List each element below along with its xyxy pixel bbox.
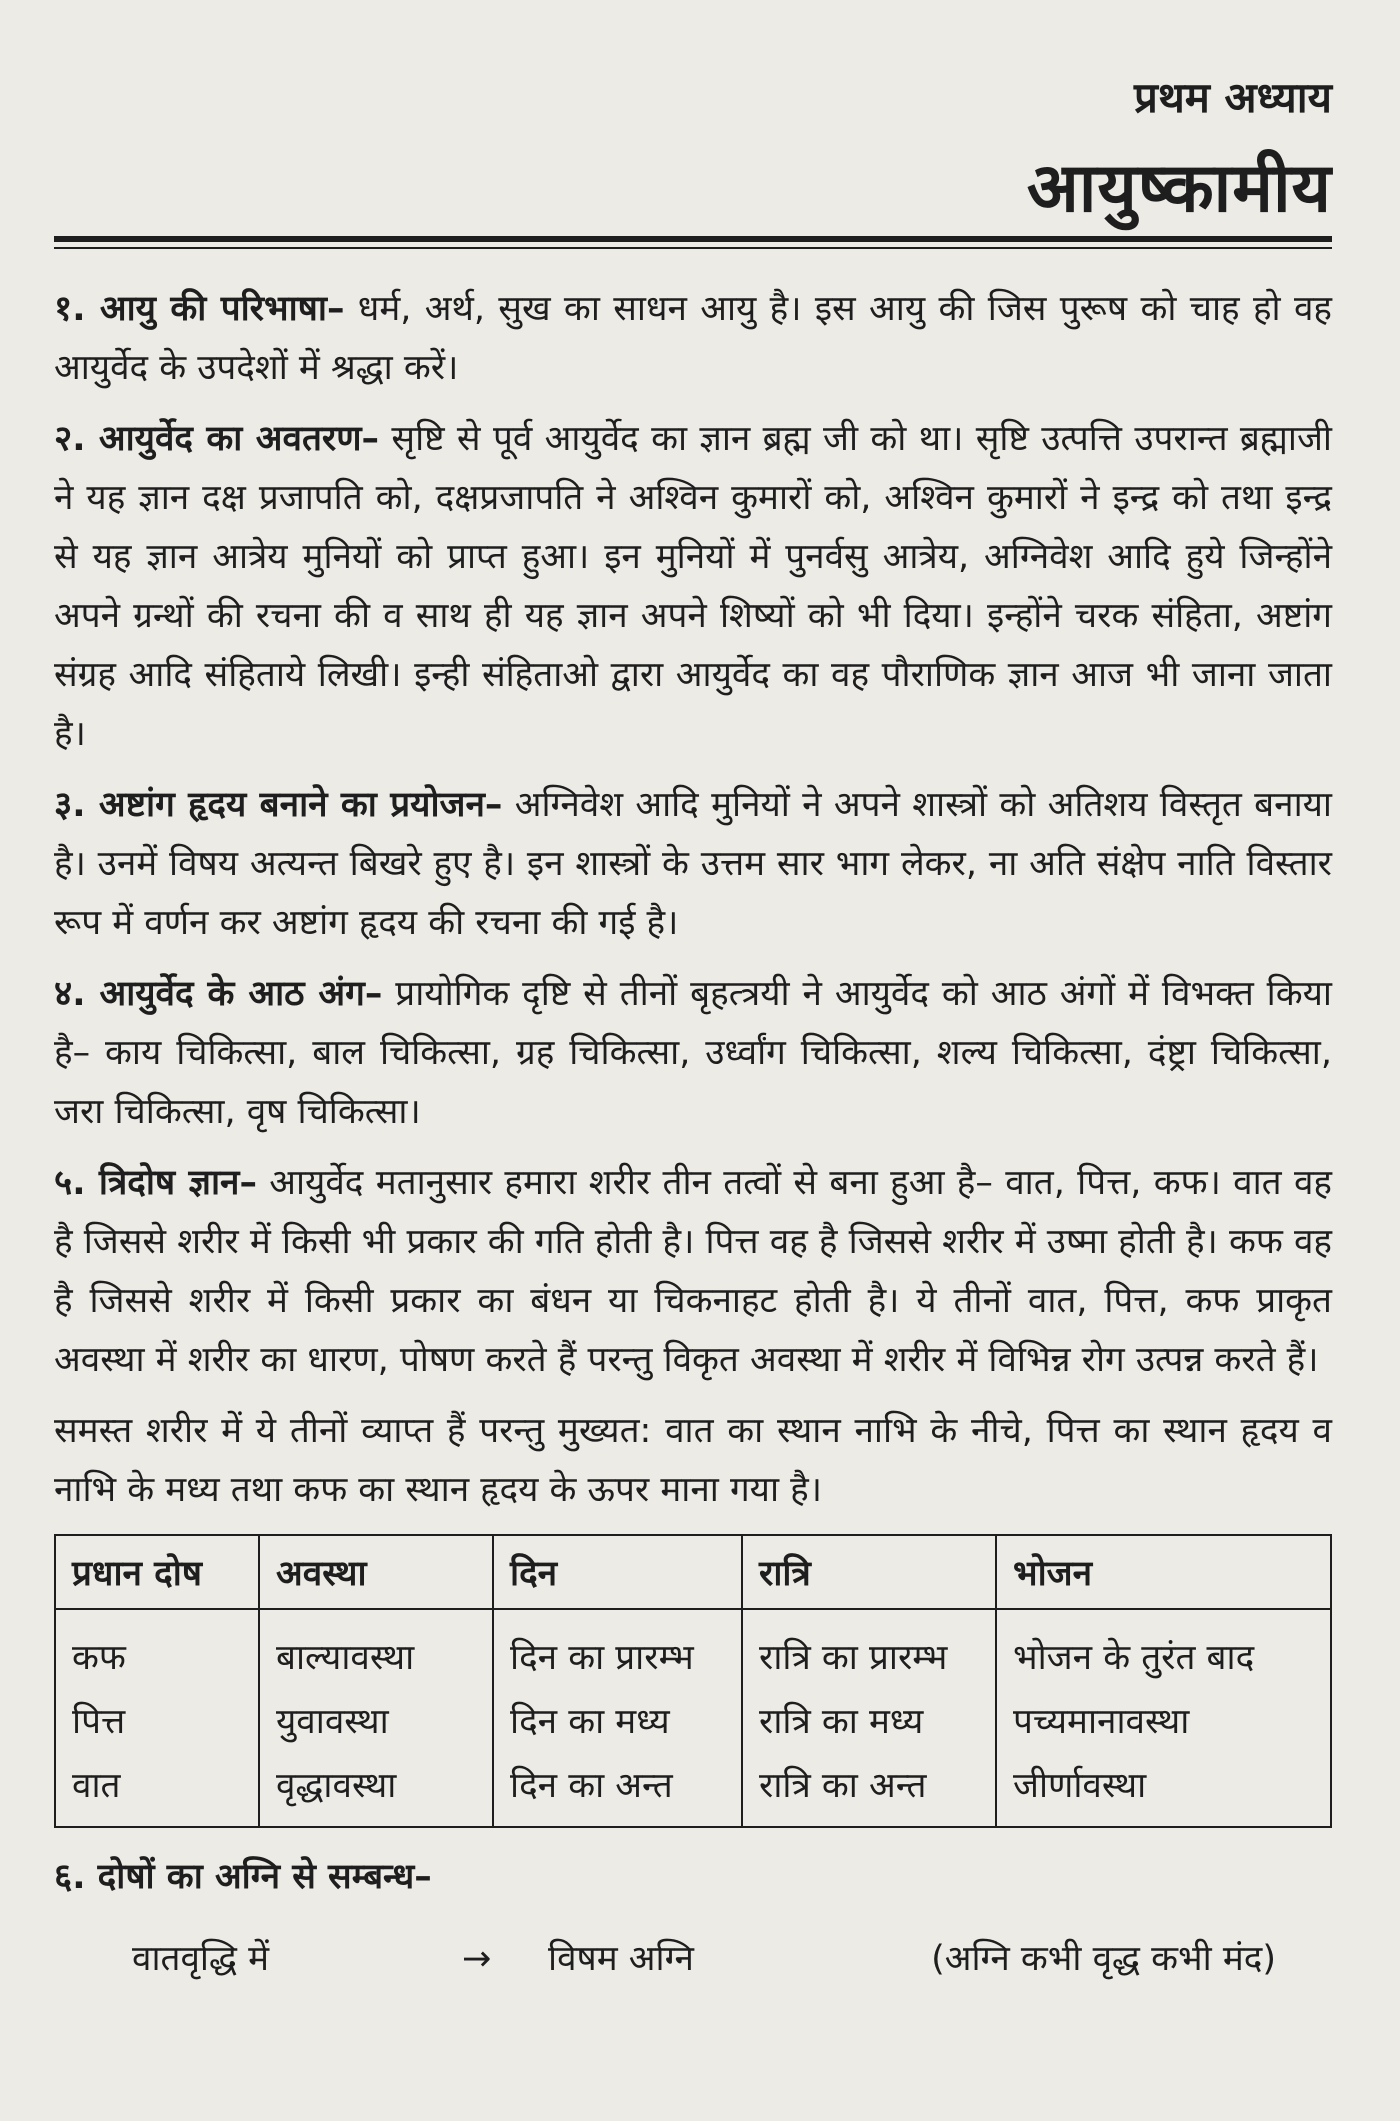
right-arrow-icon: → — [462, 1939, 492, 1979]
section-heading: ४. आयुर्वेद के आठ अंग– — [54, 974, 383, 1014]
dosha-agni-relation — [54, 1934, 1332, 1984]
table-header-cell: प्रधान दोष — [55, 1535, 259, 1609]
section-text: प्रायोगिक दृष्टि से तीनों बृहत्त्रयी ने आयुर्वेद को आठ अंगों में विभक्त किया है– काय चिकित्सा, बाल चिकित्सा, ग्रह चिकित्सा, उर्ध्वांग चिकित्सा, शल्य चिकित्सा, दंष्ट्रा चिकित्सा, जरा चिकित्सा, वृष चिकित्सा। — [54, 974, 1332, 1132]
table-cell: रात्रि का प्रारम्भ — [742, 1609, 996, 1688]
relation-note: (अग्नि कभी वृद्ध कभी मंद) — [931, 1939, 1276, 1979]
table-row — [55, 1609, 1331, 1688]
section-heading: ५. त्रिदोष ज्ञान– — [54, 1163, 257, 1203]
dosha-location-paragraph: समस्त शरीर में ये तीनों व्याप्त हैं परन्तु मुख्यत: वात का स्थान नाभि के नीचे, पित्त का स्थान हृदय व नाभि के मध्य तथा कफ का स्थान हृदय के ऊपर माना गया है। — [54, 1411, 1332, 1510]
section-text: धर्म, अर्थ, सुख का साधन आयु है। इस आयु की जिस पुरूष को चाह हो वह आयुर्वेद के उपदेशों में श्रद्धा करें। — [54, 289, 1332, 388]
table-header-cell: भोजन — [996, 1535, 1331, 1609]
table-header-cell: रात्रि — [742, 1535, 996, 1609]
table-cell: जीर्णावस्था — [996, 1752, 1331, 1827]
table-cell: भोजन के तुरंत बाद — [996, 1609, 1331, 1688]
book-page — [54, 0, 1332, 2121]
section-2 — [54, 410, 1332, 764]
table-cell: कफ — [55, 1609, 259, 1688]
table-cell: बाल्यावस्था — [259, 1609, 493, 1688]
section-3 — [54, 776, 1332, 953]
chapter-title: आयुष्कामीय — [1026, 149, 1332, 228]
table-row — [55, 1688, 1331, 1752]
table-row — [55, 1752, 1331, 1827]
table-cell: दिन का प्रारम्भ — [493, 1609, 742, 1688]
table-cell: पित्त — [55, 1688, 259, 1752]
section-heading: १. आयु की परिभाषा– — [54, 289, 345, 329]
section-text: सृष्टि से पूर्व आयुर्वेद का ज्ञान ब्रह्म जी को था। सृष्टि उत्पत्ति उपरान्त ब्रह्माजी ने यह ज्ञान दक्ष प्रजापति को, दक्षप्रजापति ने अश्विन कुमारों को, अश्विन कुमारों ने इन्द्र को तथा इन्द्र से यह ज्ञान आत्रेय मुनियों को प्राप्त हुआ। इन मुनियों में पुनर्वसु आत्रेय, अग्निवेश आदि हुये जिन्होंने अपने ग्रन्थों की रचना की व साथ ही यह ज्ञान अपने शिष्यों को भी दिया। इन्होंने चरक संहिता, अष्टांग संग्रह आदि संहिताये लिखी। इन्ही संहिताओ द्वारा आयुर्वेद का वह पौराणिक ज्ञान आज भी जाना जाता है। — [54, 419, 1332, 754]
section-heading: ३. अष्टांग हृदय बनाने का प्रयोजन– — [54, 785, 503, 825]
section-1 — [54, 280, 1332, 398]
table-cell: रात्रि का मध्य — [742, 1688, 996, 1752]
dosha-table — [54, 1534, 1332, 1828]
page-content — [54, 280, 1332, 1984]
title-rule-thin — [54, 247, 1332, 249]
table-header-cell: अवस्था — [259, 1535, 493, 1609]
table-header-cell: दिन — [493, 1535, 742, 1609]
section-text: आयुर्वेद मतानुसार हमारा शरीर तीन तत्वों से बना हुआ है– वात, पित्त, कफ। वात वह है जिससे शरीर में किसी भी प्रकार की गति होती है। पित्त वह है जिससे शरीर में उष्मा होती है। कफ वह है जिससे शरीर में किसी प्रकार का बंधन या चिकनाहट होती है। ये तीनों वात, पित्त, कफ प्राकृत अवस्था में शरीर का धारण, पोषण करते हैं परन्तु विकृत अवस्था में शरीर में विभिन्न रोग उत्पन्न करते हैं। — [54, 1163, 1332, 1380]
chapter-label: प्रथम अध्याय — [1134, 73, 1332, 122]
section-5 — [54, 1154, 1332, 1390]
table-cell: युवावस्था — [259, 1688, 493, 1752]
relation-condition: वातवृद्धि में — [132, 1939, 270, 1979]
section-heading: २. आयुर्वेद का अवतरण– — [54, 419, 380, 459]
table-cell: दिन का मध्य — [493, 1688, 742, 1752]
section-4 — [54, 965, 1332, 1142]
section-text: अग्निवेश आदि मुनियों ने अपने शास्त्रों को अतिशय विस्तृत बनाया है। उनमें विषय अत्यन्त बिखरे हुए है। इन शास्त्रों के उत्तम सार भाग लेकर, ना अति संक्षेप नाति विस्तार रूप में वर्णन कर अष्टांग हृदय की रचना की गई है। — [54, 785, 1332, 943]
section-6-heading: ६. दोषों का अग्नि से सम्बन्ध– — [54, 1857, 432, 1897]
table-header-row — [55, 1535, 1331, 1609]
table-cell: पच्यमानावस्था — [996, 1688, 1331, 1752]
relation-result: विषम अग्नि — [548, 1939, 694, 1979]
table-cell: वृद्धावस्था — [259, 1752, 493, 1827]
table-cell: वात — [55, 1752, 259, 1827]
title-rule-thick — [54, 236, 1332, 242]
table-cell: रात्रि का अन्त — [742, 1752, 996, 1827]
table-cell: दिन का अन्त — [493, 1752, 742, 1827]
